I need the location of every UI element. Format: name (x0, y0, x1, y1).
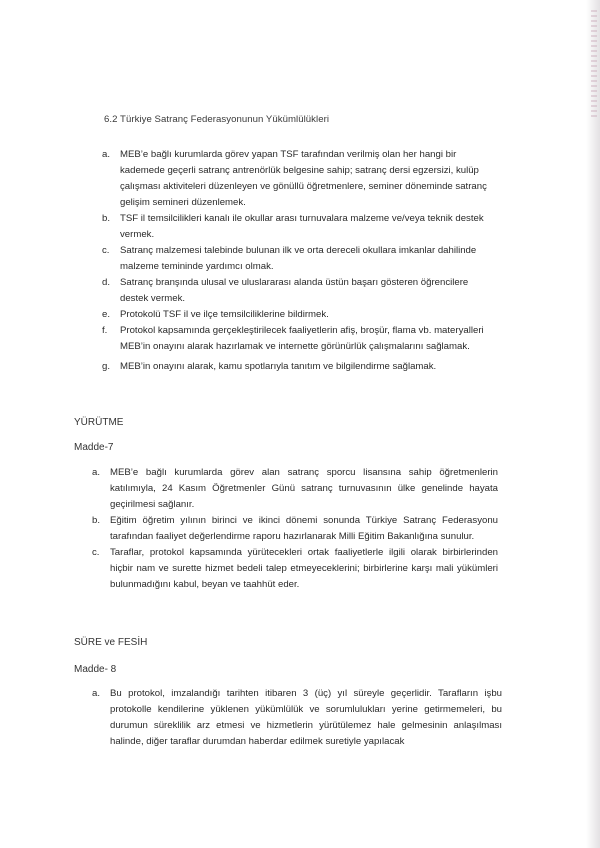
heading-sure-fesih: SÜRE ve FESİH (74, 637, 148, 648)
scan-edge-shadow (586, 0, 600, 848)
list-item-text: MEB’e bağlı kurumlarda görev yapan TSF tarafından verilmiş olan her hangi bir kademede geçerli satranç antrenörlük belgesine sahip; satranç dersi egzersizi, kulüp çalışması aktiviteleri düzenleyen ve gönüllü öğretmenlere, seminer döneminde satranç gelişim semineri düzenlemek. (120, 149, 487, 208)
list-item (102, 307, 498, 323)
list-item (92, 465, 498, 513)
list-item-text: MEB’in onayını alarak, kamu spotlarıyla tanıtım ve bilgilendirme sağlamak. (120, 361, 437, 372)
list-item-text: Taraflar, protokol kapsamında yürütecekleri ortak faaliyetlerle ilgili olarak birbirlerinden hiçbir nam ve surette hizmet bedeli talep etmeyeceklerini; birbirlerine karşı mali yükümleri bulunmadığını kabul, beyan ve taahhüt eder. (110, 547, 498, 590)
list-marker: d. (102, 277, 111, 288)
list-item-text: Eğitim öğretim yılının birinci ve ikinci dönemi sonunda Türkiye Satranç Federasyonu tarafından faaliyet değerlendirme raporu hazırlanarak Milli Eğitim Bakanlığına sunulur. (110, 515, 498, 542)
sure-fesih-list (92, 686, 502, 750)
heading-yurutme: YÜRÜTME (74, 417, 124, 428)
list-marker: f. (102, 325, 108, 336)
section-title-6-2: 6.2 Türkiye Satranç Federasyonunun Yükümlülükleri (104, 114, 330, 125)
list-marker: c. (92, 547, 100, 558)
list-marker: e. (102, 309, 111, 320)
obligations-list (102, 147, 498, 375)
list-item-text: Satranç malzemesi talebinde bulunan ilk ve orta dereceli okullara imkanlar dahilinde malzeme temininde yardımcı olmak. (120, 245, 477, 272)
list-marker: b. (92, 515, 101, 526)
list-marker: a. (102, 149, 111, 160)
list-item (102, 211, 498, 243)
madde-7-label: Madde-7 (74, 442, 114, 453)
list-item (102, 323, 498, 355)
list-item (92, 545, 498, 593)
list-item (102, 359, 498, 375)
scan-edge-mark (591, 10, 597, 120)
list-item-text: Bu protokol, imzalandığı tarihten itibaren 3 (üç) yıl süreyle geçerlidir. Tarafların işbu protokolle kendilerine yüklenen yükümlülük ve sorumlulukları yerine getirmemeleri, bu durumun süreklilik arz etmesi ve hizmetlerin yürütülemez hale gelmesinin anlaşılması halinde, diğer taraflar durumdan haberdar edilmek suretiyle yapılacak (110, 688, 502, 747)
yurutme-list (92, 465, 498, 593)
list-marker: b. (102, 213, 111, 224)
list-item-text: MEB’e bağlı kurumlarda görev alan satranç sporcu lisansına sahip öğretmenlerin katılımıyla, 24 Kasım Öğretmenler Günü satranç turnuvasının ülke genelinde hayata geçirilmesi sağlanır. (110, 467, 498, 510)
list-marker: g. (102, 361, 111, 372)
list-item (92, 513, 498, 545)
list-marker: a. (92, 467, 101, 478)
list-item (102, 243, 498, 275)
list-item (102, 147, 498, 211)
list-item-text: Protokolü TSF il ve ilçe temsilciliklerine bildirmek. (120, 309, 329, 320)
list-item-text: Protokol kapsamında gerçekleştirilecek faaliyetlerin afiş, broşür, flama vb. materyalleri MEB’in onayını alarak hazırlamak ve internette görünürlük çalışmalarını sağlamak. (120, 325, 484, 352)
list-marker: c. (102, 245, 110, 256)
list-item (92, 686, 502, 750)
list-item (102, 275, 498, 307)
list-marker: a. (92, 688, 101, 699)
madde-8-label: Madde- 8 (74, 664, 117, 675)
list-item-text: Satranç branşında ulusal ve uluslararası alanda üstün başarı gösteren öğrencilere destek vermek. (120, 277, 469, 304)
list-item-text: TSF il temsilcilikleri kanalı ile okullar arası turnuvalara malzeme ve/veya teknik destek vermek. (120, 213, 484, 240)
